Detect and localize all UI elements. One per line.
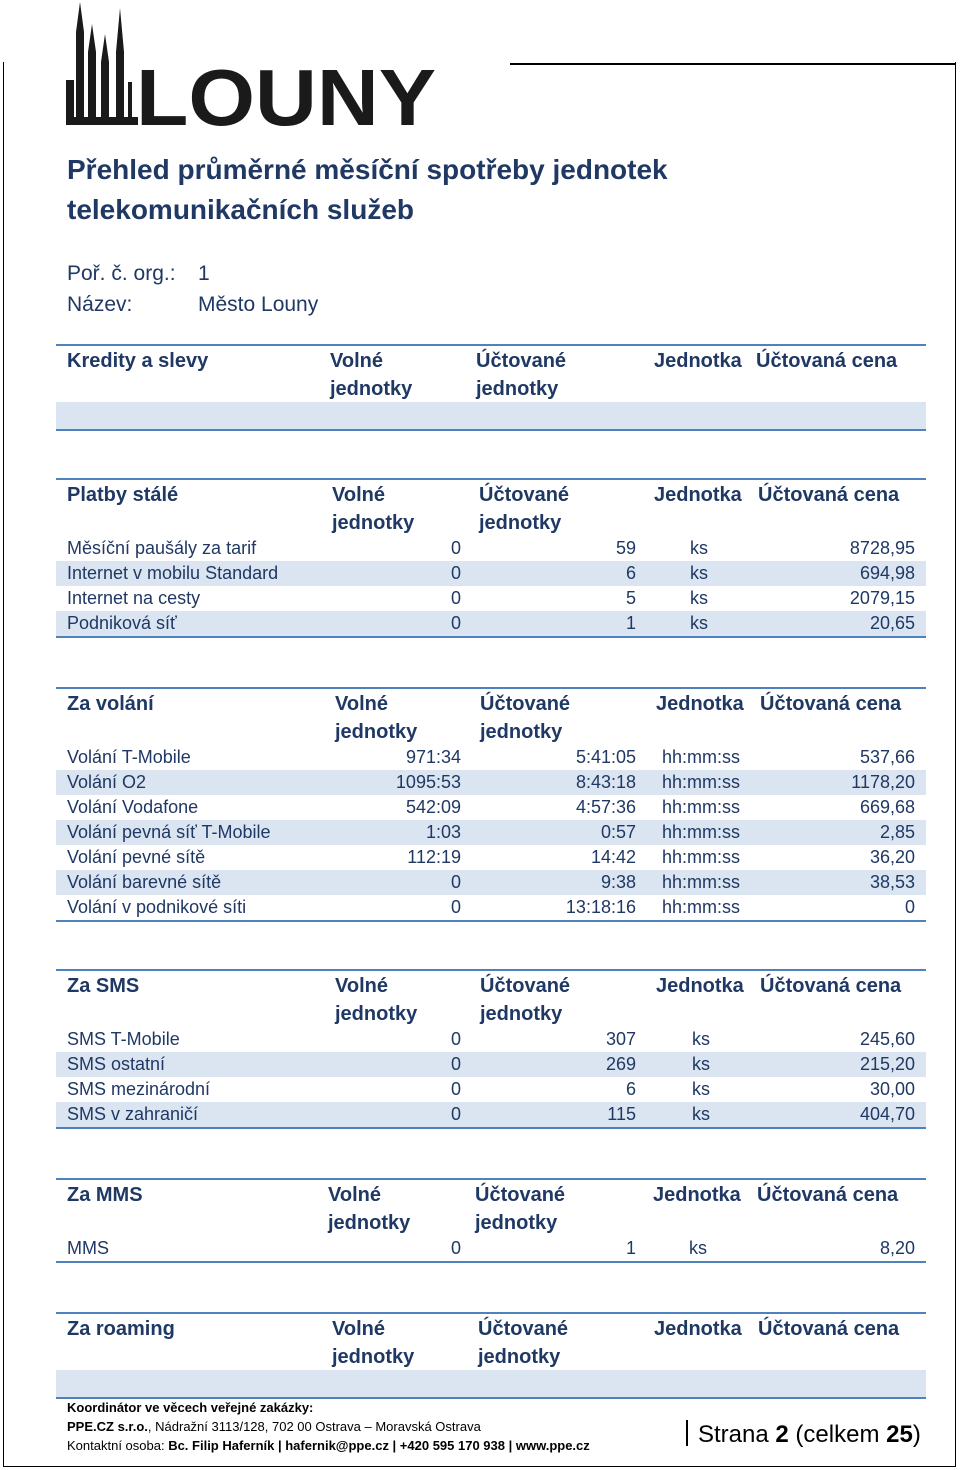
col-free-units-line: jednotky xyxy=(328,1212,411,1234)
table-header xyxy=(56,344,926,402)
cell-price: 8728,95 xyxy=(849,538,915,558)
table-calls xyxy=(56,687,926,922)
cell-free: 0 xyxy=(450,1029,461,1049)
title-line: Přehled průměrné měsíční spotřeby jednotek xyxy=(67,154,668,185)
table-row xyxy=(56,611,926,636)
pager-middle: (celkem xyxy=(788,1421,887,1448)
col-free-units-line: jednotky xyxy=(332,512,415,534)
frame-line xyxy=(3,1466,956,1467)
footer-coordinator: Koordinátor ve věcech veřejné zakázky: xyxy=(67,1400,314,1415)
cell-billed: 1 xyxy=(625,1238,636,1258)
cell-free: 542:09 xyxy=(405,797,461,817)
col-billed-units xyxy=(480,972,570,1028)
cell-free: 112:19 xyxy=(407,847,461,867)
cell-free: 0 xyxy=(450,1079,461,1099)
col-free-units-line: Volné xyxy=(335,693,388,715)
cell-free: 971:34 xyxy=(405,747,461,767)
table-row-empty xyxy=(56,1370,926,1397)
table-credits xyxy=(56,344,926,431)
cell-name: MMS xyxy=(67,1238,109,1258)
table-bottom-rule xyxy=(56,636,926,638)
col-free-units-line: jednotky xyxy=(332,1346,415,1368)
cell-free: 0 xyxy=(450,897,461,917)
col-billed-units xyxy=(475,1181,565,1237)
pager-total: 25 xyxy=(886,1421,913,1448)
section-title: Za volání xyxy=(67,693,154,715)
cell-price: 1178,20 xyxy=(851,772,915,792)
cell-billed: 8:43:18 xyxy=(575,772,636,792)
table-row xyxy=(56,586,926,611)
cell-billed: 5:41:05 xyxy=(575,747,636,767)
cell-name: Volání O2 xyxy=(67,772,147,792)
col-billed-units xyxy=(476,347,566,403)
table-bottom-rule xyxy=(56,429,926,431)
cell-billed: 59 xyxy=(615,538,636,558)
cell-billed: 5 xyxy=(625,588,636,608)
cell-name: Volání v podnikové síti xyxy=(67,897,247,917)
cell-free: 0 xyxy=(450,1054,461,1074)
table-bottom-rule xyxy=(56,920,926,922)
col-billed-units-line: Účtované xyxy=(479,484,570,506)
cell-name: Volání barevné sítě xyxy=(67,872,222,892)
cell-free: 0 xyxy=(450,538,461,558)
cell-billed: 6 xyxy=(625,563,636,583)
footer-address: , Nádražní 3113/128, 702 00 Ostrava – Moravská Ostrava xyxy=(147,1419,481,1434)
col-billed-price: Účtovaná cena xyxy=(756,350,898,372)
org-name-value: Město Louny xyxy=(198,293,319,316)
col-free-units xyxy=(332,481,414,537)
cell-price: 215,20 xyxy=(859,1054,915,1074)
table-row xyxy=(56,536,926,561)
col-billed-price: Účtovaná cena xyxy=(758,484,900,506)
cell-unit: hh:mm:ss xyxy=(661,847,740,867)
col-unit: Jednotka xyxy=(654,484,742,506)
col-free-units xyxy=(335,972,417,1028)
col-billed-units-line: Účtované xyxy=(480,693,571,715)
cell-free: 0 xyxy=(450,613,461,633)
table-row xyxy=(56,1027,926,1052)
col-billed-units-line: jednotky xyxy=(478,1346,561,1368)
table-row xyxy=(56,770,926,795)
col-unit: Jednotka xyxy=(656,693,744,715)
col-billed-units-line: jednotky xyxy=(475,1212,558,1234)
org-number-value: 1 xyxy=(198,262,210,285)
cell-price: 404,70 xyxy=(859,1104,915,1124)
pager-suffix: ) xyxy=(912,1421,921,1448)
page-title xyxy=(67,150,668,230)
pager-page: 2 xyxy=(775,1421,789,1448)
table-row xyxy=(56,1052,926,1077)
cell-unit: ks xyxy=(692,1054,710,1074)
cell-unit: ks xyxy=(690,613,708,633)
section-title: Za MMS xyxy=(67,1184,143,1206)
table-header xyxy=(56,1178,926,1236)
table-row xyxy=(56,870,926,895)
cell-name: Internet na cesty xyxy=(67,588,201,608)
col-free-units-line: jednotky xyxy=(335,721,418,743)
col-billed-units xyxy=(479,481,569,537)
cell-billed: 307 xyxy=(605,1029,636,1049)
frame-line xyxy=(955,62,956,1467)
table-header xyxy=(56,1312,926,1370)
table-fixed xyxy=(56,478,926,638)
louny-logo xyxy=(64,2,444,130)
cell-unit: ks xyxy=(690,563,708,583)
col-free-units xyxy=(335,690,417,746)
col-free-units-line: Volné xyxy=(328,1184,381,1206)
pager-prefix: Strana xyxy=(698,1421,776,1448)
col-billed-units-line: jednotky xyxy=(476,378,559,400)
footer-contact-line xyxy=(67,1436,590,1455)
col-billed-units-line: Účtované xyxy=(475,1184,566,1206)
cell-free: 0 xyxy=(450,872,461,892)
page-indicator xyxy=(686,1420,921,1449)
cell-unit: hh:mm:ss xyxy=(661,772,740,792)
cell-name: SMS v zahraničí xyxy=(67,1104,199,1124)
cell-free: 0 xyxy=(450,563,461,583)
col-unit: Jednotka xyxy=(653,1184,741,1206)
footer-company: PPE.CZ s.r.o. xyxy=(67,1419,148,1434)
footer-contact: Bc. Filip Haferník | hafernik@ppe.cz | +420 595 170 938 | www.ppe.cz xyxy=(168,1438,590,1453)
cell-free: 0 xyxy=(450,1104,461,1124)
cell-unit: hh:mm:ss xyxy=(661,872,740,892)
cell-price: 694,98 xyxy=(859,563,915,583)
cell-unit: ks xyxy=(692,1079,710,1099)
cell-price: 38,53 xyxy=(869,872,915,892)
col-free-units-line: Volné xyxy=(332,484,385,506)
cell-price: 8,20 xyxy=(879,1238,915,1258)
col-billed-units-line: jednotky xyxy=(479,512,562,534)
cell-free: 1095:53 xyxy=(395,772,461,792)
frame-line xyxy=(510,63,956,65)
table-row xyxy=(56,795,926,820)
col-free-units-line: Volné xyxy=(335,975,388,997)
col-unit: Jednotka xyxy=(656,975,744,997)
frame-line xyxy=(3,62,4,1467)
cell-free: 0 xyxy=(450,588,461,608)
table-bottom-rule xyxy=(56,1261,926,1263)
col-billed-units-line: Účtované xyxy=(478,1318,569,1340)
table-row xyxy=(56,1077,926,1102)
col-billed-units xyxy=(480,690,570,746)
col-billed-units-line: Účtované xyxy=(480,975,571,997)
table-row xyxy=(56,895,926,920)
table-roaming xyxy=(56,1312,926,1399)
cell-unit: hh:mm:ss xyxy=(661,797,740,817)
cell-price: 245,60 xyxy=(859,1029,915,1049)
table-row xyxy=(56,820,926,845)
cell-billed: 4:57:36 xyxy=(575,797,636,817)
col-billed-price: Účtovaná cena xyxy=(760,975,902,997)
cell-name: Volání T-Mobile xyxy=(67,747,191,767)
section-title: Za roaming xyxy=(67,1318,175,1340)
cell-price: 2,85 xyxy=(879,822,915,842)
cell-name: Volání pevná síť T-Mobile xyxy=(67,822,271,842)
cell-price: 669,68 xyxy=(859,797,915,817)
section-title: Za SMS xyxy=(67,975,140,997)
cell-name: SMS T-Mobile xyxy=(67,1029,180,1049)
cell-name: SMS mezinárodní xyxy=(67,1079,211,1099)
col-billed-units xyxy=(478,1315,568,1371)
table-row xyxy=(56,745,926,770)
col-free-units xyxy=(332,1315,414,1371)
col-free-units-line: jednotky xyxy=(335,1003,418,1025)
footer xyxy=(67,1398,590,1455)
cell-billed: 14:42 xyxy=(590,847,636,867)
footer-contact-label: Kontaktní osoba: xyxy=(67,1438,169,1453)
table-header xyxy=(56,687,926,745)
section-title: Platby stálé xyxy=(67,484,179,506)
col-billed-units-line: jednotky xyxy=(480,1003,563,1025)
logo-text: LOUNY xyxy=(136,53,436,130)
cell-unit: ks xyxy=(692,1029,710,1049)
cell-name: SMS ostatní xyxy=(67,1054,166,1074)
col-free-units-line: jednotky xyxy=(330,378,413,400)
col-unit: Jednotka xyxy=(654,350,742,372)
cell-name: Volání Vodafone xyxy=(67,797,199,817)
col-billed-price: Účtovaná cena xyxy=(758,1318,900,1340)
cell-billed: 9:38 xyxy=(600,872,636,892)
table-row xyxy=(56,1102,926,1127)
cell-name: Podniková síť xyxy=(67,613,177,633)
cell-unit: ks xyxy=(689,1238,707,1258)
cell-price: 20,65 xyxy=(869,613,915,633)
col-billed-units-line: Účtované xyxy=(476,350,567,372)
table-row-empty xyxy=(56,402,926,429)
cell-unit: hh:mm:ss xyxy=(661,747,740,767)
cell-billed: 13:18:16 xyxy=(565,897,636,917)
col-free-units-line: Volné xyxy=(332,1318,385,1340)
louny-city-skyline-logo-icon xyxy=(64,2,444,130)
cell-billed: 269 xyxy=(605,1054,636,1074)
table-bottom-rule xyxy=(56,1127,926,1129)
table-row xyxy=(56,845,926,870)
org-number-label: Poř. č. org.: xyxy=(67,262,176,285)
cell-billed: 1 xyxy=(625,613,636,633)
org-info xyxy=(67,258,318,320)
col-free-units xyxy=(328,1181,410,1237)
cell-billed: 0:57 xyxy=(600,822,636,842)
table-mms xyxy=(56,1178,926,1263)
pager-bar xyxy=(686,1420,688,1446)
cell-price: 0 xyxy=(904,897,915,917)
footer-address-line xyxy=(67,1417,590,1436)
section-title: Kredity a slevy xyxy=(67,350,209,372)
org-name-label: Název: xyxy=(67,293,133,316)
cell-name: Měsíční paušály za tarif xyxy=(67,538,257,558)
col-unit: Jednotka xyxy=(654,1318,742,1340)
cell-unit: ks xyxy=(692,1104,710,1124)
table-header xyxy=(56,478,926,536)
table-sms xyxy=(56,969,926,1129)
cell-name: Internet v mobilu Standard xyxy=(67,563,279,583)
table-row xyxy=(56,1236,926,1261)
cell-unit: ks xyxy=(690,588,708,608)
cell-free: 1:03 xyxy=(425,822,461,842)
col-billed-units-line: jednotky xyxy=(480,721,563,743)
cell-free: 0 xyxy=(450,1238,461,1258)
col-billed-price: Účtovaná cena xyxy=(757,1184,899,1206)
table-row xyxy=(56,561,926,586)
title-line: telekomunikačních služeb xyxy=(67,194,414,225)
cell-unit: hh:mm:ss xyxy=(661,897,740,917)
table-header xyxy=(56,969,926,1027)
col-free-units-line: Volné xyxy=(330,350,383,372)
col-free-units xyxy=(330,347,412,403)
cell-billed: 6 xyxy=(625,1079,636,1099)
cell-billed: 115 xyxy=(607,1104,636,1124)
cell-unit: hh:mm:ss xyxy=(661,822,740,842)
cell-unit: ks xyxy=(690,538,708,558)
cell-price: 2079,15 xyxy=(849,588,915,608)
cell-name: Volání pevné sítě xyxy=(67,847,206,867)
cell-price: 30,00 xyxy=(869,1079,915,1099)
cell-price: 537,66 xyxy=(859,747,915,767)
col-billed-price: Účtovaná cena xyxy=(760,693,902,715)
cell-price: 36,20 xyxy=(869,847,915,867)
